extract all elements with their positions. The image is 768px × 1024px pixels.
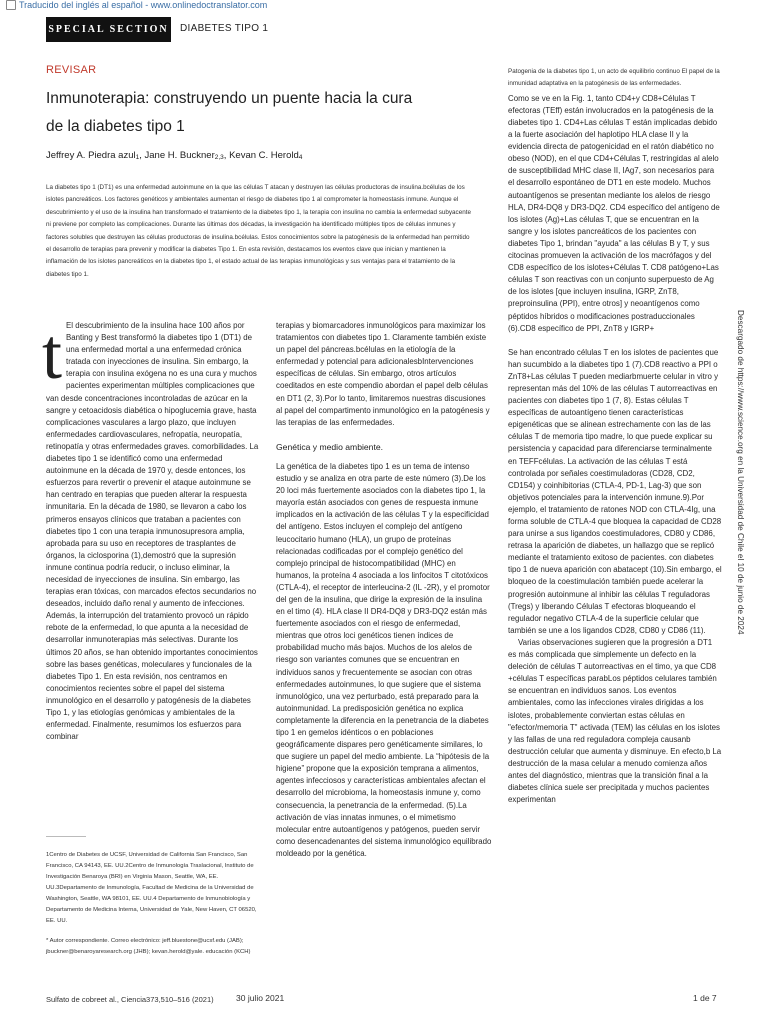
author-name: Jeffrey A. Piedra azul [46, 150, 136, 161]
abstract: La diabetes tipo 1 (DT1) es una enfermedad autoinmune en la que las células T atacan y destruyen las células productoras de insulina.bcélulas de los islotes pancreáticos. Los factores genéticos y ambientales aumentan el riesgo de diabetes tipo 1 al comprometer la homeostasis inmune. Aunque el descubrimiento y el uso de la insulina han transformado el tratamiento de la diabetes tipo 1, la terapia con insulina no cambia la enfermedad subyacente ni previene por completo las complicaciones. Durante las últimas dos décadas, la investigación ha identificado múltiples tipos de células inmunes y factores solubles que destruyen las células productoras de insulina.bcélulas. Estos conocimientos sobre la patogénesis de la enfermedad han permitido el desarrollo de terapias para prevenir y modificar la diabetes Tipo 1. En esta revisión, destacamos los eventos clave que inician y mantienen la inflamación de los islotes pancreáticos en la diabetes tipo 1, el estado actual de las terapias inmunológicas y sus ventajas para el tratamiento de la diabetes tipo 1. [46, 184, 471, 278]
drop-cap: t [42, 314, 63, 394]
translator-banner-text: Traducido del inglés al español - www.onlinedoctranslator.com [19, 0, 268, 10]
section-heading-genetics: Genética y medio ambiente. [276, 441, 384, 452]
column-2 [276, 320, 492, 860]
translator-banner[interactable] [6, 0, 267, 10]
body-paragraph: Como se ve en la Fig. 1, tanto CD4+y CD8+Células T efectoras (TEff) están involucrados en la patogénesis de la diabetes tipo 1. CD4+Las células T están implicadas debido a la fuerte asociación del haplotipo HLA clase II y la evidencia directa de patogenicidad en el ratón diabético no obeso (NOD), en el que CD4+Células T, restringidas al alelo de susceptibilidad MHC clase II, IAg7, son necesarios para el desarrollo espontáneo de DT1 en este modelo. Muchos autoantígenos se presentan mediante los alelos de riesgo HLA, DR4-DQ8 y DR3-DQ2. CD4 específico del antígeno de los islotes (Ag)+Las células T, que se encuentran en la sangre y los islotes pancreáticos de los pacientes con diabetes Tipo 1, brindan "ayuda" a las células B y T, y sus citocinas promueven la activación de los macrófagos y del CD8 específico de los islotes+Células T. CD8 patógeno+Las células T son reactivas con un conjunto superpuesto de Ag de los islotes [que incluyen insulina, IGRP, ZnT8, preproinsulina (PPI), entre otros] y neoantígenos como péptidos híbridos o modificaciones postraduccionales (6).CD8 específico de PPI, ZnT8 y IGRP+ [508, 93, 720, 333]
author-affiliation: 1 [135, 154, 140, 161]
author-affiliation: 2,3 [214, 154, 224, 161]
download-watermark: Descargado de https://www.science.org en la Universidad de Chile el 10 de junio de 2024 [736, 310, 745, 635]
page-number: 1 de 7 [693, 993, 717, 1003]
section-label: SPECIAL SECTION [46, 17, 171, 42]
author-affiliations: 1Centro de Diabetes de UCSF, Universidad de California San Francisco, San Francisco, CA 94143, EE. UU.2Centro de Inmunología Traslacional, Instituto de Investigación Benaroya (BRI) en Virginia Mason, Seattle, WA, EE. UU.3Departamento de Inmunología, Facultad de Medicina de la Universidad de Washington, Seattle, WA 98101, EE. UU.4 Departamento de Inmunobiología y Departamento de Medicina Interna, Universidad de Yale, New Haven, CT 06520, EE. UU. [46, 852, 257, 924]
author-list [46, 150, 302, 161]
broken-image-icon [6, 0, 16, 10]
author-name: , Kevan C. Herold [223, 150, 299, 161]
body-paragraph: La genética de la diabetes tipo 1 es un tema de intenso estudio y se analiza en otra parte de este número (3).De los 20 loci más fuertemente asociados con la diabetes tipo 1, la mayoría están asociados con genes de respuesta inmune implicados en la activación de las células T y la especificidad del antígeno. Estos incluyen el complejo del antígeno leucocitario humano (HLA), un grupo de proteínas relacionadas codificadas por el complejo genético del complejo principal de histocompatibilidad (MHC) en humanos, la proteína 4 asociada a los linfocitos T citotóxicos (CTLA-4), el receptor de interleucina-2 (IL -2R), y el promotor del gen de la insulina, que dirige la expresión de la insulina en el timo (4). HLA clase II DR4-DQ8 y DR3-DQ2 están más fuertemente asociados con el riesgo de enfermedad, mientras que otros loci genéticos tienen índices de probabilidad mucho más bajos. Muchos de los alelos de riesgo son variantes comunes que se encuentran en individuos sanos y frecuentemente se asocian con otras enfermedades autoinmunes, lo que sugiere que el sistema inmunológico, una vez perturbado, está preparado para la autoinmunidad. La predisposición genética no explica completamente la diferencia en la penetrancia de la diabetes tipo 1 en gemelos idénticos o en poblaciones geográficamente dispares pero genéticamente similares, lo que sugiere un papel del medio ambiente. La “hipótesis de la higiene” propone que la exposición temprana a alimentos, agentes infecciosos y características ambientales afectan el desarrollo del microbioma, la homeostasis inmune y, como consecuencia, la penetrancia de la enfermedad. (5).La activación de vías innatas inmunes, o el mimetismo molecular entre autoantígenos y patógenos, pueden servir como desencadenantes del sistema inmunológico equilibrado moldeado por la genética. [276, 461, 492, 858]
footer-date: 30 julio 2021 [236, 993, 285, 1003]
column-1 [42, 314, 260, 743]
column-3 [508, 66, 722, 806]
article-title-line2: de la diabetes tipo 1 [46, 118, 185, 135]
author-affiliation: 4 [298, 154, 303, 161]
body-paragraph: Varias observaciones sugieren que la progresión a DT1 es más complicada que simplemente un defecto en la deleción de células T autorreactivas en el timo, ya que CD8 +células T específicas parabLos péptidos celulares también se encuentran en individuos sanos. Los eventos ambientales, como las infecciones virales dirigidas a los islotes, probablemente conviertan estas células en "efector/memoria T" activada (TEM) las células en los islotes y las fallas de una red reguladora compleja causanb destrucción celular que aumenta y disminuye. En efecto,b La destrucción de la masa celular a menudo comienza años antes del diagnóstico, mientras que la transición final a la diabetes clínica suele ser precipitada y muchos pacientes experimentan [508, 637, 722, 805]
correspondence-note: * Autor correspondiente. Correo electrónico: jeff.bluestone@ucsf.edu (JAB); jbuckner@benaroyaresearch.org (JHB); kevan.herold@yale. educación (KCH) [46, 938, 251, 955]
article-kicker: REVISAR [46, 64, 97, 76]
body-paragraph: terapias y biomarcadores inmunológicos para maximizar los tratamientos con diabetes tipo 1. Claramente también existe un papel del páncreas.bcélulas en la etiología de la enfermedad y potencial para adicionalesbIntervenciones específicas de células. Sin embargo, otros artículos coeditados en este compendio abordan el papel delb células en DT1 (2, 3).Por lo tanto, limitaremos nuestras discusiones al papel del compartimento inmunológico en la patogénesis y las terapias de las enfermedades. [276, 321, 490, 427]
footer-citation: Sulfato de cobreet al., Ciencia373,510–516 (2021) [46, 995, 214, 1004]
figure-caption: Patogenia de la diabetes tipo 1, un acto de equilibrio continuo El papel de la inmunidad adaptativa en la patogénesis de las enfermedades. [508, 68, 720, 88]
author-name: , Jane H. Buckner [139, 150, 215, 161]
article-title-line1: Inmunoterapia: construyendo un puente hacia la cura [46, 90, 413, 107]
body-paragraph: El descubrimiento de la insulina hace 100 años por Banting y Best transformó la diabetes tipo 1 (DT1) de una enfermedad mortal a una enfermedad crónica tratada con inyecciones de insulina. Sin embargo, la terapia con insulina exógena no es una cura y muchos pacientes experimentan múltiples complicaciones que van desde concentraciones incontroladas de azúcar en la sangre y cetoacidosis diabética o hipoglucemia grave, hasta complicaciones vasculares a largo plazo, que incluyen enfermedades cardiovasculares, nefropatía, neuropatía, retinopatía y otras enfermedades graves. comorbilidades. La diabetes tipo 1 se identificó como una enfermedad autoinmune en la década de 1970 y, desde entonces, los esfuerzos para revertir o prevenir el ataque autoinmune se han centrado en terapias que pueden alterar la respuesta inmunitaria. En la década de 1980, se llevaron a cabo los primeros ensayos clínicos que trataban a pacientes con diabetes tipo 1 con una terapia inmunosupresora amplia, aprobada para su uso en receptores de trasplantes de órganos, la ciclosporina (1),demostró que la supresión inmune continua podría reducir, o incluso eliminar, la necesidad de inyecciones de insulina. Sin embargo, las terapias eran tóxicas, con marcados efectos secundarios no deseados, incluido daño renal y aumento de infecciones. Además, la interrupción del tratamiento provocó un rápido rebote de la enfermedad, lo que apunta a la necesidad de desarrollar inmunoterapias más selectivas. Durante los últimos 20 años, se han obtenido importantes conocimientos sobre las bases genéticas, moleculares y funcionales de la diabetes Tipo 1. En esta revisión, nos centramos en conocimientos recientes sobre el papel del sistema inmunológico en el desarrollo y patogénesis de la diabetes Tipo 1, y las etiologías genómicas y ambientales de la enfermedad. Finalmente, resumimos los esfuerzos para combinar [46, 321, 259, 742]
body-paragraph: Se han encontrado células T en los islotes de pacientes que han sucumbido a la diabetes tipo 1 (7).CD8 reactivo a PPI o ZnT8+Las células T pueden mediarbmuerte celular in vitro y representan más del 10% de las células T autorreactivas en pacientes con diabetes tipo 1 (7, 8). Estas células T específicas de autoantígeno tienen características epigenéticas que se alinean estrechamente con las de las células T de memoria tipo madre, lo que puede explicar su persistencia y capacidad para diferenciarse terminalmente en TEFFcélulas. La activación de las células T está controlada por señales coestimuladoras (CD28, CD2, CD154) y coinhibitorias (CTLA-4, PD-1, Lag-3) que son objetivos potenciales para la intervención inmune.9).Por ejemplo, el tratamiento de ratones NOD con CTLA-4Ig, una forma soluble de CTLA-4 que bloquea la capacidad de CD28 para unirse a sus ligandos coestimuladores, CD80 y CD86, retrasa la aparición de diabetes, un hallazgo que se replicó mediante el tratamiento exitoso de pacientes. con diabetes tipo 1 de nueva aparición con abatacept (10).Sin embargo, el bloqueo de la coestimulación también puede acelerar la progresión autoinmune al inhibir las células T reguladoras (Tregs) y liberando Células T efectoras bloqueando el regulador negativo CTLA-4 de la superficie celular que también se une a los ligandos CD28, CD80 y CD86 (11). [508, 347, 722, 635]
footnote-divider [46, 836, 86, 837]
section-name: DIABETES TIPO 1 [180, 23, 269, 34]
